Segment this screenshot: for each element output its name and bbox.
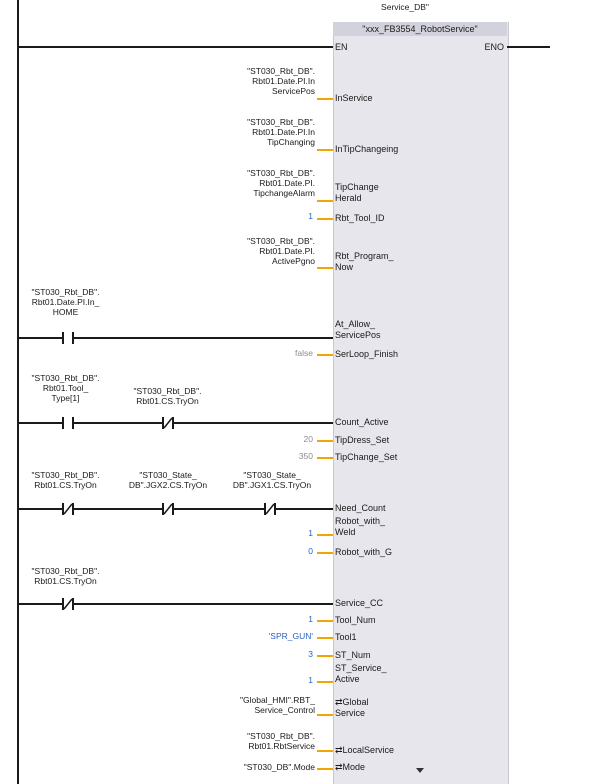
operand-local-service[interactable]: "ST030_Rbt_DB". Rbt01.RbtService bbox=[247, 731, 315, 751]
pin-tool-num[interactable]: Tool_Num bbox=[335, 615, 376, 625]
pin-inservice[interactable]: InService bbox=[335, 93, 373, 103]
pin-tipchange-set[interactable]: TipChange_Set bbox=[335, 452, 398, 462]
nc-contact-jgx1[interactable] bbox=[258, 503, 282, 515]
pin-intipchangeing[interactable]: InTipChangeing bbox=[335, 144, 399, 154]
pin-local-service[interactable]: ⇄LocalService bbox=[335, 745, 395, 755]
function-block-title[interactable]: "xxx_FB3554_RobotService" bbox=[333, 22, 507, 36]
pin-serloop-finish[interactable]: SerLoop_Finish bbox=[335, 349, 399, 359]
pin-en[interactable]: EN bbox=[335, 42, 348, 52]
eno-wire bbox=[507, 46, 550, 48]
operand-inservice[interactable]: "ST030_Rbt_DB". Rbt01.Date.PI.In ServicePos bbox=[247, 66, 315, 96]
operand-tipchangeherald[interactable]: "ST030_Rbt_DB". Rbt01.Date.PI. TipchangeAlarm bbox=[247, 168, 315, 198]
pin-need-count[interactable]: Need_Count bbox=[335, 503, 386, 513]
contact-label-jgx1: "ST030_State_ DB".JGX1.CS.TryOn bbox=[232, 470, 312, 490]
constant-tool1[interactable]: 'SPR_GUN' bbox=[268, 631, 313, 641]
operand-rbt-program-now[interactable]: "ST030_Rbt_DB". Rbt01.Date.PI. ActivePgno bbox=[247, 236, 315, 266]
pin-stub bbox=[317, 620, 333, 622]
nc-contact-jgx2[interactable] bbox=[156, 503, 180, 515]
pin-stub bbox=[317, 714, 333, 716]
constant-rbt-tool-id[interactable]: 1 bbox=[308, 211, 313, 221]
pin-mode[interactable]: ⇄Mode bbox=[335, 762, 366, 772]
pin-robot-with-weld[interactable]: Robot_with_ Weld bbox=[335, 516, 386, 537]
en-wire bbox=[19, 46, 333, 48]
previous-network-fragment: Service_DB" bbox=[381, 2, 429, 12]
pin-rbt-tool-id[interactable]: Rbt_Tool_ID bbox=[335, 213, 385, 223]
operand-mode[interactable]: "ST030_DB".Mode bbox=[243, 762, 315, 772]
no-contact-tool-type[interactable] bbox=[56, 417, 80, 429]
constant-st-service-active[interactable]: 1 bbox=[308, 675, 313, 685]
pin-stub bbox=[317, 457, 333, 459]
pin-stub bbox=[317, 200, 333, 202]
pin-stub bbox=[317, 267, 333, 269]
expand-block-icon[interactable] bbox=[416, 768, 424, 773]
pin-st-num[interactable]: ST_Num bbox=[335, 650, 371, 660]
operand-global-service[interactable]: "Global_HMI".RBT_ Service_Control bbox=[239, 695, 315, 715]
constant-robot-with-weld[interactable]: 1 bbox=[308, 528, 313, 538]
contact-label-tryon-1: "ST030_Rbt_DB". Rbt01.CS.TryOn bbox=[133, 386, 202, 406]
constant-serloop-finish[interactable]: false bbox=[295, 348, 313, 358]
pin-at-allow-servicepos[interactable]: At_Allow_ ServicePos bbox=[335, 319, 381, 340]
contact-label-tryon-2: "ST030_Rbt_DB". Rbt01.CS.TryOn bbox=[31, 470, 100, 490]
nc-contact-tryon-1[interactable] bbox=[156, 417, 180, 429]
pin-tipdress-set[interactable]: TipDress_Set bbox=[335, 435, 390, 445]
constant-tipdress-set[interactable]: 20 bbox=[303, 434, 313, 444]
contact-label-tool-type: "ST030_Rbt_DB". Rbt01.Tool_ Type[1] bbox=[31, 373, 100, 403]
pin-tipchangeherald[interactable]: TipChange Herald bbox=[335, 182, 379, 203]
pin-stub bbox=[317, 681, 333, 683]
nc-contact-tryon-2[interactable] bbox=[56, 503, 80, 515]
nc-contact-tryon-3[interactable] bbox=[56, 598, 80, 610]
pin-stub bbox=[317, 440, 333, 442]
pin-robot-with-g[interactable]: Robot_with_G bbox=[335, 547, 393, 557]
pin-stub bbox=[317, 655, 333, 657]
pin-stub bbox=[317, 354, 333, 356]
pin-st-service-active[interactable]: ST_Service_ Active bbox=[335, 663, 387, 684]
constant-st-num[interactable]: 3 bbox=[308, 649, 313, 659]
constant-tool-num[interactable]: 1 bbox=[308, 614, 313, 624]
pin-global-service[interactable]: ⇄Global Service bbox=[335, 697, 369, 718]
pin-stub bbox=[317, 768, 333, 770]
constant-robot-with-g[interactable]: 0 bbox=[308, 546, 313, 556]
pin-count-active[interactable]: Count_Active bbox=[335, 417, 389, 427]
constant-tipchange-set[interactable]: 350 bbox=[298, 451, 313, 461]
contact-label-home: "ST030_Rbt_DB". Rbt01.Date.PI.In_ HOME bbox=[31, 287, 100, 317]
pin-stub bbox=[317, 637, 333, 639]
no-contact-home[interactable] bbox=[56, 332, 80, 344]
pin-stub bbox=[317, 552, 333, 554]
pin-tool1[interactable]: Tool1 bbox=[335, 632, 357, 642]
contact-label-jgx2: "ST030_State_ DB".JGX2.CS.TryOn bbox=[128, 470, 208, 490]
pin-stub bbox=[317, 98, 333, 100]
pin-stub bbox=[317, 218, 333, 220]
pin-stub bbox=[317, 750, 333, 752]
pin-eno[interactable]: ENO bbox=[484, 42, 504, 52]
pin-rbt-program-now[interactable]: Rbt_Program_ Now bbox=[335, 251, 394, 272]
pin-service-cc[interactable]: Service_CC bbox=[335, 598, 384, 608]
contact-label-tryon-3: "ST030_Rbt_DB". Rbt01.CS.TryOn bbox=[31, 566, 100, 586]
pin-stub bbox=[317, 534, 333, 536]
operand-intipchangeing[interactable]: "ST030_Rbt_DB". Rbt01.Date.PI.In TipChanging bbox=[247, 117, 315, 147]
pin-stub bbox=[317, 149, 333, 151]
